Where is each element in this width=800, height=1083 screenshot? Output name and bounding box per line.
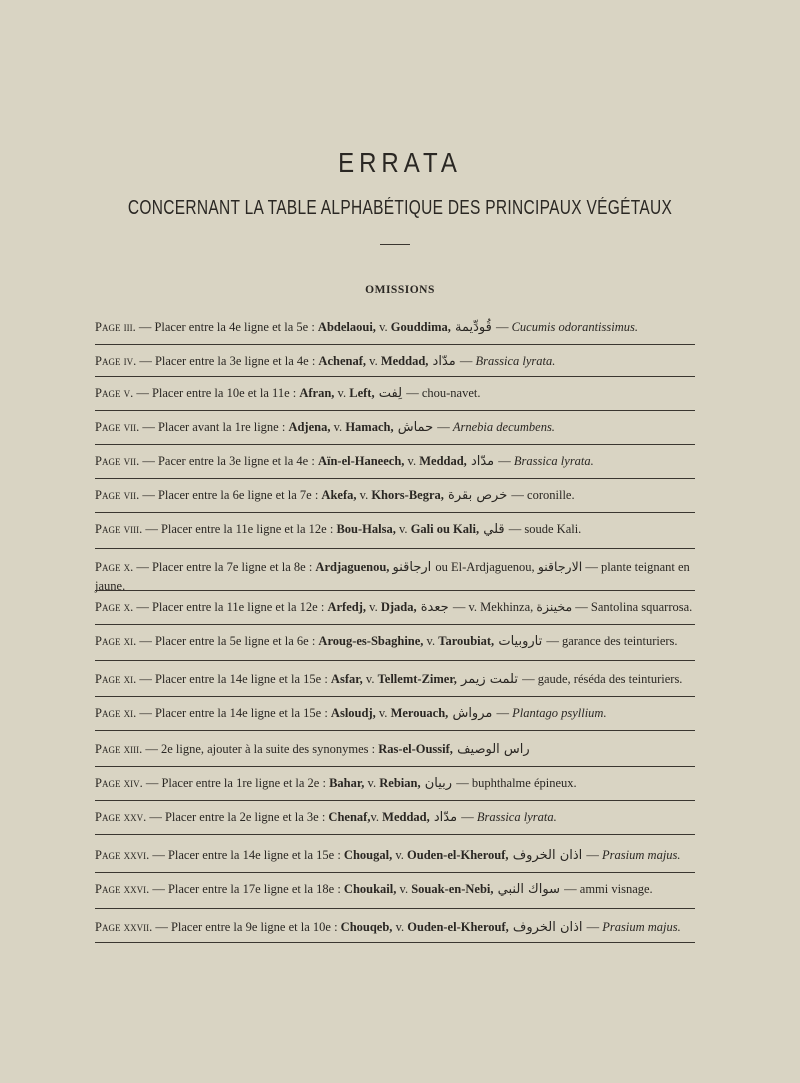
translation: Mekhinza, مخينزة — Santolina squarrosa. [480,600,693,614]
plant-name: Achenaf, [318,354,366,368]
separator: — v. [452,600,481,614]
page-reference: Page iv. [95,354,137,368]
errata-entry [95,632,695,651]
entry-instruction: — Pacer entre la 3e ligne et la 4e : [139,454,318,468]
page-reference: Page xi. [95,706,137,720]
arabic-name: حماش [393,420,438,435]
arabic-name: خرص بقرة [443,488,512,503]
synonym-name: Khors-Begra, [371,488,444,502]
plant-name: Choukail, [343,882,397,896]
entry-divider [95,344,695,345]
arabic-name: قلي [479,522,509,537]
plant-name: Afran, [299,386,335,400]
plant-name: Chouqeb, [340,920,393,934]
arabic-name: ارجاقنو [392,560,436,575]
page-reference: Page vii. [95,420,140,434]
see-also-marker: v. [334,386,350,400]
page-reference: Page viii. [95,522,143,536]
synonym-name: Ouden-el-Kherouf, [407,848,509,862]
synonym-name: Ouden-el-Kherouf, [407,920,509,934]
errata-entry [95,808,695,827]
entry-instruction: — 2e ligne, ajouter à la suite des synonymes : [142,742,379,756]
section-heading: OMISSIONS [365,284,435,296]
entry-divider [95,624,695,625]
plant-name: Chenaf, [328,810,371,824]
see-also-marker: v. [362,672,378,686]
see-also-marker: v. [375,320,391,334]
entry-instruction: — Placer entre la 10e et la 11e : [133,386,300,400]
separator: — [456,776,472,790]
separator: — [459,354,476,368]
entry-divider [95,478,695,479]
entry-divider [95,942,695,943]
entry-divider [95,872,695,873]
page-reference: Page xi. [95,672,137,686]
errata-entry [95,704,695,723]
entry-instruction: — Placer entre la 14e ligne et la 15e : [136,706,331,720]
separator: — [495,320,512,334]
see-also-marker: v. [366,600,381,614]
synonym-name: Meddad, [419,454,467,468]
synonym-name: Gouddima, [390,320,451,334]
plant-name: Bahar, [329,776,365,790]
separator: — [406,386,422,400]
page-reference: Page xxvii. [95,920,153,934]
separator: — [546,634,562,648]
separator: ou [435,560,452,574]
entry-instruction: — Placer entre la 17e ligne et la 18e : [149,882,344,896]
page-reference: Page x. [95,560,134,574]
page-reference: Page xi. [95,634,137,648]
synonym-name: Djada, [380,600,417,614]
synonym-name: Meddad, [382,810,430,824]
errata-entry [95,418,695,437]
translation: Plantago psyllium. [512,706,607,720]
entry-divider [95,834,695,835]
errata-entry [95,880,695,899]
entry-instruction: — Placer entre la 14e ligne et la 15e : [149,848,344,862]
page-reference: Page xiv. [95,776,143,790]
synonym-name: Gali ou Kali, [410,522,480,536]
translation: chou-navet. [421,386,481,400]
separator: — [461,810,477,824]
translation: ammi visnage. [579,882,653,896]
see-also-marker: v. [404,454,420,468]
plant-name: Aroug-es-Sbaghine, [318,634,424,648]
synonym-name: Left, [349,386,375,400]
entry-divider [95,410,695,411]
translation: buphthalme épineux. [471,776,577,790]
separator: — [498,454,514,468]
see-also-marker: v. [356,488,372,502]
errata-entry [95,598,695,617]
translation: coronille. [527,488,575,502]
plant-name: Arfedj, [327,600,366,614]
synonym-name: Rebian, [379,776,421,790]
entry-divider [95,376,695,377]
separator: — [511,488,528,502]
entry-instruction: — Placer avant la 1re ligne : [139,420,289,434]
entry-instruction: — Placer entre la 6e ligne et la 7e : [139,488,322,502]
entry-instruction: — Placer entre la 11e ligne et la 12e : [142,522,337,536]
arabic-name: تلمت زيمر [456,672,523,687]
entry-divider [95,800,695,801]
arabic-name: تاروبيات [494,634,547,649]
title-divider [380,244,410,245]
entry-instruction: — Placer entre la 1re ligne et la 2e : [142,776,330,790]
page-reference: Page v. [95,386,134,400]
plant-name: Akefa, [321,488,357,502]
synonym-name: Tellemt-Zimer, [377,672,457,686]
page-reference: Page xiii. [95,742,143,756]
errata-entry [95,774,695,793]
errata-entry [95,452,695,471]
see-also-marker: v. [375,706,391,720]
plant-name: Asloudj, [330,706,376,720]
separator: — [564,882,580,896]
arabic-name: مدّاد [466,454,499,469]
arabic-name: لِفت [374,386,407,401]
arabic-name: راس الوصيف [452,742,530,757]
see-also-marker: v. [364,776,380,790]
separator: — [437,420,453,434]
plant-name: Ardjaguenou, [315,560,390,574]
see-also-marker: v. [366,354,381,368]
see-also-marker: v. [370,810,383,824]
page-reference: Page xxvi. [95,848,150,862]
entry-divider [95,548,695,549]
see-also-marker: v. [395,522,411,536]
see-also-marker: v. [396,882,412,896]
page-reference: Page xxv. [95,810,147,824]
errata-entry [95,486,695,505]
synonym-name: Merouach, [390,706,449,720]
page-reference: Page xxvi. [95,882,150,896]
separator: — [508,522,525,536]
page-subtitle: CONCERNANT LA TABLE ALPHABÉTIQUE DES PRINCIPAUX VÉGÉTAUX [127,197,673,220]
synonym-name: Souak-en-Nebi, [411,882,494,896]
errata-entry [95,384,695,403]
arabic-name: قُودِّيمة [450,320,496,335]
translation: El-Ardjaguenou, الارجاقنو — plante teignant en jaune. [95,560,690,593]
separator: — [496,706,513,720]
plant-name: Chougal, [343,848,393,862]
entry-instruction: — Placer entre la 3e ligne et la 4e : [136,354,319,368]
synonym-name: Taroubiat, [438,634,495,648]
errata-entry [95,670,695,689]
errata-entry [95,918,695,937]
see-also-marker: v. [330,420,346,434]
entry-instruction: — Placer entre la 14e ligne et la 15e : [136,672,331,686]
entry-instruction: — Placer entre la 5e ligne et la 6e : [136,634,319,648]
entry-divider [95,766,695,767]
entry-divider [95,660,695,661]
entry-instruction: — Placer entre la 11e ligne et la 12e : [133,600,328,614]
entry-divider [95,444,695,445]
translation: Arnebia decumbens. [452,420,555,434]
translation: Brassica lyrata. [476,810,557,824]
arabic-name: اذان الخروف [508,920,587,935]
separator: — [586,848,603,862]
separator: — [522,672,538,686]
errata-entry [95,318,695,337]
synonym-name: Ras-el-Oussif, [378,742,453,756]
errata-entry [95,352,695,371]
translation: Cucumis odorantissimus. [511,320,638,334]
translation: gaude, réséda des teinturiers. [537,672,683,686]
see-also-marker: v. [392,848,408,862]
entry-instruction: — Placer entre la 9e ligne et la 10e : [152,920,341,934]
translation: Prasium majus. [602,848,681,862]
see-also-marker: v. [392,920,408,934]
entry-divider [95,908,695,909]
arabic-name: مرواش [448,706,497,721]
see-also-marker: v. [423,634,439,648]
arabic-name: ربيان [420,776,457,791]
entry-divider [95,730,695,731]
translation: garance des teinturiers. [561,634,678,648]
arabic-name: جعدة [416,600,453,615]
arabic-name: مدّاد [428,354,460,369]
plant-name: Aïn-el-Haneech, [317,454,405,468]
plant-name: Bou-Halsa, [336,522,396,536]
page-reference: Page x. [95,600,134,614]
errata-entry [95,740,695,759]
translation: soude Kali. [524,522,582,536]
translation: Brassica lyrata. [513,454,594,468]
entry-instruction: — Placer entre la 7e ligne et la 8e : [133,560,316,574]
translation: Prasium majus. [602,920,681,934]
page-reference: Page vii. [95,454,140,468]
separator: — [586,920,603,934]
synonym-name: Meddad, [380,354,429,368]
errata-entry [95,846,695,865]
synonym-name: Hamach, [345,420,394,434]
page-reference: Page vii. [95,488,140,502]
translation: Brassica lyrata. [475,354,556,368]
entry-divider [95,696,695,697]
page-title: ERRATA [338,147,462,179]
plant-name: Adjena, [288,420,331,434]
entry-divider [95,512,695,513]
plant-name: Asfar, [330,672,363,686]
errata-entry [95,520,695,539]
entry-instruction: — Placer entre la 2e ligne et la 3e : [146,810,329,824]
page-reference: Page iii. [95,320,136,334]
entry-divider [95,590,695,591]
plant-name: Abdelaoui, [317,320,376,334]
arabic-name: مدّاد [429,810,462,825]
arabic-name: اذان الخروف [508,848,587,863]
arabic-name: سواك النبي [493,882,565,897]
entry-instruction: — Placer entre la 4e ligne et la 5e : [135,320,318,334]
